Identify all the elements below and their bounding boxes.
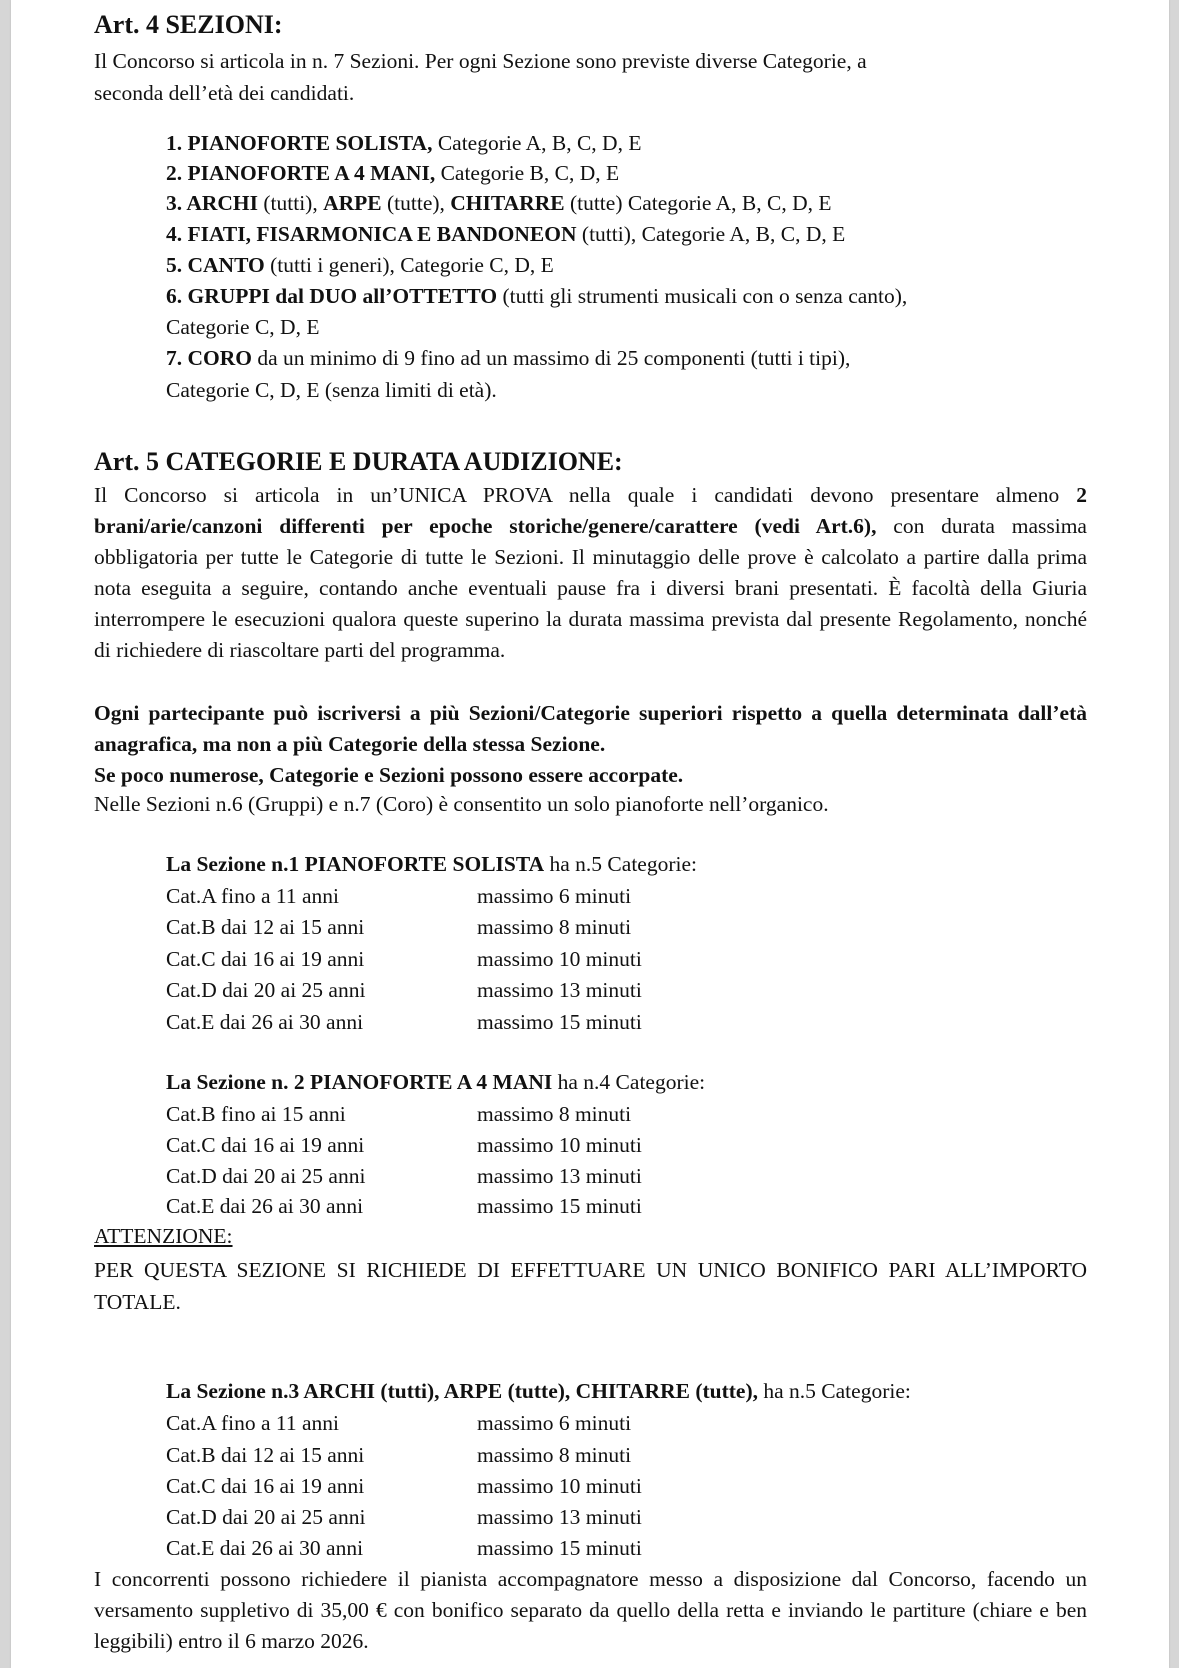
section-item-2: 2. PIANOFORTE A 4 MANI, Categorie B, C, D, E — [166, 161, 620, 185]
art5-note: Nelle Sezioni n.6 (Gruppi) e n.7 (Coro) è consentito un solo pianoforte nell’organico. — [94, 792, 829, 816]
section-item-7: 7. CORO da un minimo di 9 fino ad un massimo di 25 componenti (tutti i tipi), — [166, 346, 851, 370]
section-item-7-cont: Categorie C, D, E (senza limiti di età). — [166, 378, 497, 402]
section-item-4: 4. FIATI, FISARMONICA E BANDONEON (tutti), Categorie A, B, C, D, E — [166, 222, 846, 246]
closing-paragraph: I concorrenti possono richiedere il pianista accompagnatore messo a disposizione dal Concorso, facendo un versamento suppletivo di 35,00 € con bonifico separato da quello della retta e inviando le partiture (chiare e ben leggibili) entro il 6 marzo 2026. — [94, 1567, 1087, 1653]
section-item-1: 1. PIANOFORTE SOLISTA, Categorie A, B, C, D, E — [166, 131, 642, 155]
art4-intro-line1: Il Concorso si articola in n. 7 Sezioni. Per ogni Sezione sono previste diverse Categorie, a — [94, 49, 867, 73]
art5-paragraph-1: Il Concorso si articola in un’UNICA PROVA nella quale i candidati devono presentare almeno 2 brani/arie/canzoni differenti per epoche storiche/genere/carattere (vedi Art.6), con durata massima obbligatoria per tutte le Categorie di tutte le Sezioni. Il minutaggio delle prove è calcolato a partire dalla prima nota eseguita a seguire, contando anche eventuali pause fra i diversi brani presentati. È facoltà della Giuria interrompere le esecuzioni qualora queste superino la durata massima prevista dal presente Regolamento, nonché di richiedere di riascoltare parti del programma. — [94, 483, 1088, 662]
section-item-3: 3. ARCHI (tutti), ARPE (tutte), CHITARRE (tutte) Categorie A, B, C, D, E — [166, 191, 832, 215]
document-page: Art. 4 SEZIONI: Il Concorso si articola in n. 7 Sezioni. Per ogni Sezione sono previste diverse Categorie, a seconda dell’età dei candidati. 1. PIANOFORTE SOLISTA, Categorie A, B, C, D, E 2. PIANOFORTE A 4 MANI, Categorie B, C, D, E 3. ARCHI (tutti), ARPE (tutte), CHITARRE (tutte) Categorie A, B, C, D, E 4. FIATI, FISARMONICA E BANDONEON (tutti), Categorie A, B, C, D, E 5. CANTO (tutti i generi), Categorie C, D, E 6. GRUPPI dal DUO all’OTTETTO (tutti gli strumenti musicali con o senza canto), Categorie C, D, E 7. CORO da un minimo di 9 fino ad un massimo di 25 componenti (tutti i tipi), Categorie C, D, E (senza limiti di età). Art. 5 CATEGORIE E DURATA AUDIZIONE: Il Concorso si articola in un’UNICA PROVA nella quale i candidati devono presentare almeno 2 brani/arie/canzoni differenti per epoche storiche/genere/carattere (vedi Art.6), con durata massima obbligatoria per tutte le Categorie di tutte le Sezioni. Il minutaggio delle prove è calcolato a partire dalla prima nota eseguita a seguire, contando anche eventuali pause fra i diversi brani presentati. È facoltà della Giuria interrompere le esecuzioni qualora queste superino la durata massima prevista dal presente Regolamento, nonché di richiedere di riascoltare parti del programma. Ogni partecipante può iscriversi a più Sezioni/Categorie superiori rispetto a quella determinata dall’età anagrafica, ma non a più Categorie della stessa Sezione. Se poco numerose, Categorie e Sezioni possono essere accorpate. Nelle Sezioni n.6 (Gruppi) e n.7 (Coro) è consentito un solo pianoforte nell’organico. La Sezione n.1 PIANOFORTE SOLISTA ha n.5 Categorie: Cat.A fino a 11 anni massimo 6 minuti Cat.B dai 12 ai 15 anni massimo 8 minuti Cat.C dai 16 ai 19 anni massimo 10 minuti Cat.D dai 20 ai 25 anni massimo 13 minuti Cat.E dai 26 ai 30 anni massimo 15 minuti La Sezione n. 2 PIANOFORTE A 4 MANI ha n.4 Categorie: Cat.B fino ai 15 anni massimo 8 minuti Cat.C dai 16 ai 19 anni massimo 10 minuti Cat.D dai 20 ai 25 anni massimo 13 minuti Cat.E dai 26 ai 30 anni massimo 15 minuti ATTENZIONE: PER QUESTA SEZIONE SI RICHIEDE DI EFFETTUARE UN UNICO BONIFICO PARI ALL’IMPORTO TOTALE. La Sezione n.3 ARCHI (tutti), ARPE (tutte), CHITARRE (tutte), ha n.5 Categorie: Cat.A fino a 11 anni massimo 6 minuti Cat.B dai 12 ai 15 anni massimo 8 minuti Cat.C dai 16 ai 19 anni massimo 10 minuti Cat.D dai 20 ai 25 anni massimo 13 minuti Cat.E dai 26 ai 30 anni massimo 15 minuti I concorrenti possono richiedere il pianista accompagnatore messo a disposizione dal Concorso, facendo un versamento suppletivo di 35,00 € con bonifico separato da quello della retta e inviando le partiture (chiare e ben leggibili) entro il 6 marzo 2026. — [11, 0, 1169, 1668]
sezione3-title: La Sezione n.3 ARCHI (tutti), ARPE (tutte), CHITARRE (tutte), ha n.5 Categorie: — [166, 1379, 911, 1403]
section-item-5: 5. CANTO (tutti i generi), Categorie C, D, E — [166, 253, 554, 277]
art4-heading: Art. 4 SEZIONI: — [94, 10, 283, 39]
art4-intro-line2: seconda dell’età dei candidati. — [94, 81, 355, 105]
attention-label: ATTENZIONE: — [94, 1224, 233, 1248]
sezione2-title: La Sezione n. 2 PIANOFORTE A 4 MANI ha n.4 Categorie: — [166, 1070, 706, 1094]
art5-bold-paragraph: Ogni partecipante può iscriversi a più Sezioni/Categorie superiori rispetto a quella determinata dall’età anagrafica, ma non a più Categorie della stessa Sezione. Se poco numerose, Categorie e Sezioni possono essere accorpate. — [94, 701, 1087, 787]
attention-text: PER QUESTA SEZIONE SI RICHIEDE DI EFFETTUARE UN UNICO BONIFICO PARI ALL’IMPORTO TOTALE. — [94, 1258, 1087, 1314]
section-item-6-cont: Categorie C, D, E — [166, 315, 320, 339]
sezione1-title: La Sezione n.1 PIANOFORTE SOLISTA ha n.5 Categorie: — [166, 852, 697, 876]
art5-heading: Art. 5 CATEGORIE E DURATA AUDIZIONE: — [94, 447, 623, 476]
section-item-6: 6. GRUPPI dal DUO all’OTTETTO (tutti gli strumenti musicali con o senza canto), — [166, 284, 908, 308]
